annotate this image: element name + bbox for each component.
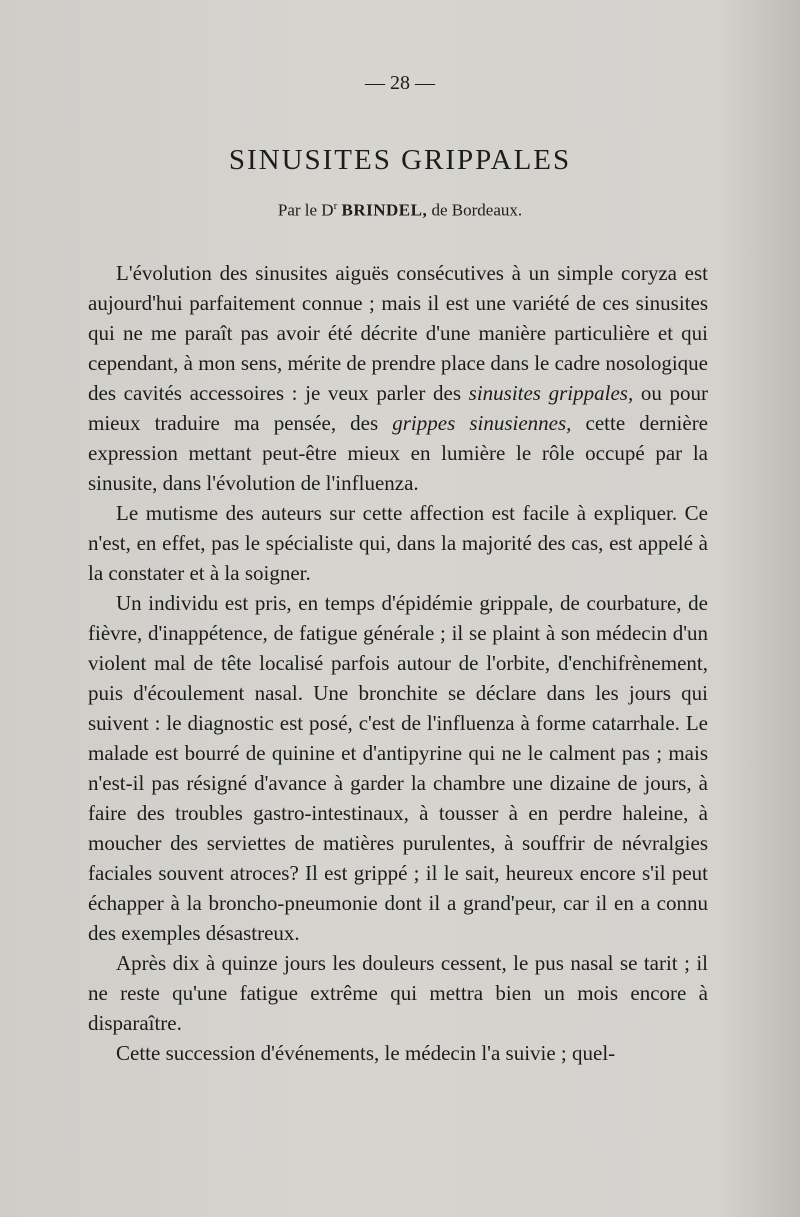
paragraph-3: Un individu est pris, en temps d'épidémie grippale, de courbature, de fièvre, d'inappétence, de fatigue générale ; il se plaint à son médecin d'un violent mal de tête localisé parfois autour de l'orbite, d'enchifrènement, puis d'écoulement nasal. Une bronchite se déclare dans les jours qui suivent : le diagnostic est posé, c'est de l'influenza à forme catarrhale. Le malade est bourré de quinine et d'antipyrine qui ne le calment pas ; mais n'est-il pas résigné d'avance à garder la chambre une dizaine de jours, à faire des troubles gastro-intestinaux, à tousser à en perdre haleine, à moucher des serviettes de matières purulentes, à souffrir de névralgies faciales souvent atroces? Il est grippé ; il le sait, heureux encore s'il peut échapper à la broncho-pneumonie dont il a grand'peur, car il en a connu des exemples désastreux. bbox=[88, 591, 708, 945]
author-name: BRINDEL, bbox=[341, 200, 428, 220]
byline-sup: r bbox=[333, 200, 338, 212]
paragraph-1-text-a: L'évolution des sinusites aiguës consécutives à un simple coryza est aujourd'hui parfaitement connue ; mais il est une variété de ces sinusites qui ne me paraît pas avoir été décrite d'une manière particulière et qui cependant, à mon sens, mérite de prendre place dans le cadre nosologique des cavités accessoires : je veux parler des bbox=[88, 261, 708, 405]
paragraph-1 bbox=[88, 258, 708, 498]
paragraph-1-text-b: ou pour mieux traduire ma pensée, des bbox=[88, 381, 708, 435]
italic-sinusites-grippales: sinusites grippales, bbox=[468, 381, 634, 405]
article-body bbox=[88, 258, 708, 1068]
paragraph-5: Cette succession d'événements, le médecin l'a suivie ; quel- bbox=[116, 1041, 616, 1065]
page-number: — 28 — bbox=[365, 72, 435, 94]
byline bbox=[0, 200, 800, 221]
paragraph-2: Le mutisme des auteurs sur cette affection est facile à expliquer. Ce n'est, en effet, pas le spécialiste qui, dans la majorité des cas, est appelé à la constater et à la soigner. bbox=[88, 501, 708, 585]
byline-prefix: Par le D bbox=[277, 200, 334, 220]
paragraph-4: Après dix à quinze jours les douleurs cessent, le pus nasal se tarit ; il ne reste qu'une fatigue extrême qui mettra bien un mois encore à disparaître. bbox=[88, 951, 708, 1035]
article-title: SINUSITES GRIPPALES bbox=[228, 144, 572, 176]
paragraph-1-text-c: cette dernière expression mettant peut-être mieux en lumière le rôle occupé par la sinusite, dans l'évolution de l'influenza. bbox=[88, 411, 709, 495]
italic-grippes-sinusiennes: grippes sinusiennes, bbox=[392, 411, 572, 435]
byline-suffix: de Bordeaux. bbox=[431, 200, 523, 220]
